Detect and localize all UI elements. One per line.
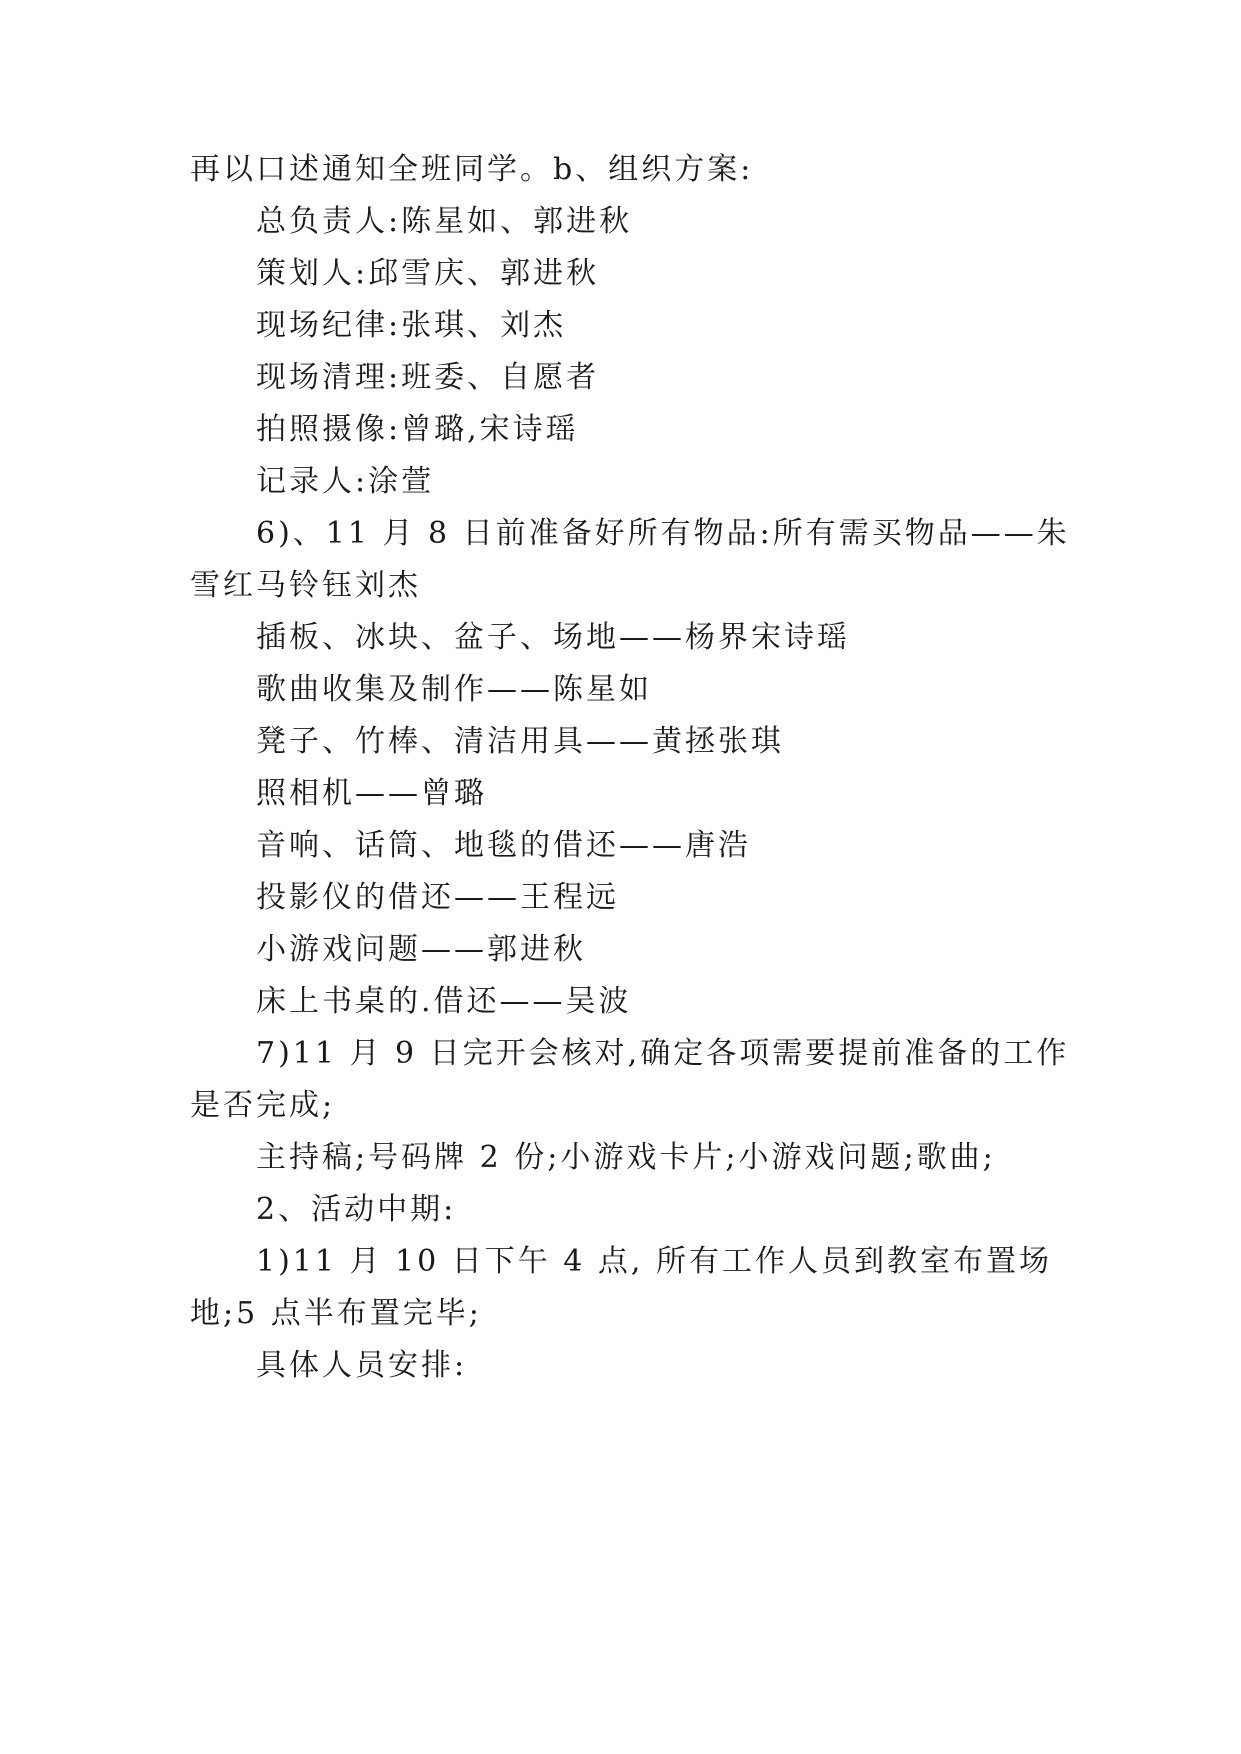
paragraph-line: 主持稿;号码牌 2 份;小游戏卡片;小游戏问题;歌曲; [256,1140,996,1175]
paragraph-line: 总负责人:陈星如、郭进秋 [256,204,633,239]
paragraph-line: 投影仪的借还——王程远 [256,880,619,915]
paragraph-line: 小游戏问题——郭进秋 [256,932,586,967]
paragraph-line: 现场纪律:张琪、刘杰 [256,308,567,343]
paragraph-line: 拍照摄像:曾璐,宋诗瑶 [256,412,579,447]
paragraph-line: 记录人:涂萱 [256,464,435,499]
paragraph-line: 歌曲收集及制作——陈星如 [256,672,652,707]
paragraph-line: 是否完成; [190,1088,336,1123]
paragraph-line: 雪红马铃钰刘杰 [190,568,421,603]
paragraph-line: 具体人员安排: [256,1348,468,1383]
paragraph-line: 凳子、竹棒、清洁用具——黄拯张琪 [256,724,784,759]
paragraph-line: 6)、11 月 8 日前准备好所有物品:所有需买物品——朱 [256,516,1070,551]
paragraph-line: 现场清理:班委、自愿者 [256,360,600,395]
paragraph-line: 1)11 月 10 日下午 4 点, 所有工作人员到教室布置场 [256,1244,1052,1279]
paragraph-line: 地;5 点半布置完毕; [190,1296,482,1331]
paragraph-line: 音响、话筒、地毯的借还——唐浩 [256,828,751,863]
paragraph-line: 7)11 月 9 日完开会核对,确定各项需要提前准备的工作 [256,1036,1070,1071]
paragraph-line: 2、活动中期: [256,1192,457,1227]
paragraph-line: 插板、冰块、盆子、场地——杨界宋诗瑶 [256,620,850,655]
paragraph-line: 床上书桌的.借还——吴波 [256,984,632,1019]
paragraph-line: 照相机——曾璐 [256,776,487,811]
paragraph-line: 策划人:邱雪庆、郭进秋 [256,256,600,291]
paragraph-line: 再以口述通知全班同学。b、组织方案: [190,152,754,187]
